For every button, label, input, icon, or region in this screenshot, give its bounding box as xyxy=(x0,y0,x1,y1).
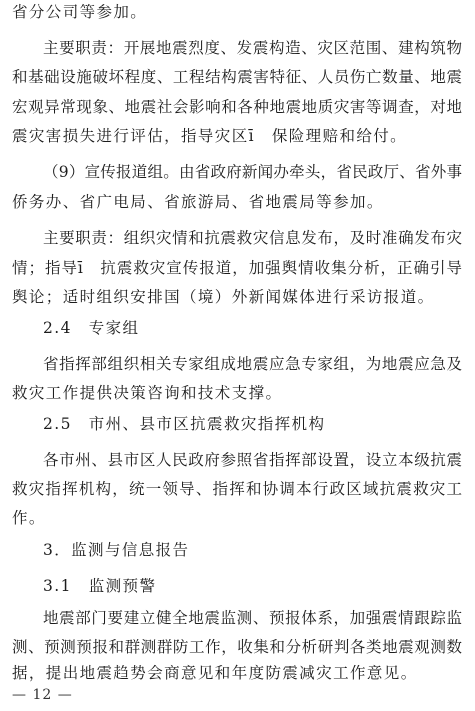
text-line: （9）宣传报道组。由省政府新闻办牵头，省民政厅、省外事 xyxy=(43,163,462,181)
section-heading-3-1: 3.1 监测预警 xyxy=(43,577,157,595)
section-heading-2-5: 2.5 市州、县市区抗震救灾指挥机构 xyxy=(43,415,326,433)
text-line: 据，提出地震趋势会商意见和年度防震减灾工作意见。 xyxy=(12,664,418,682)
section-heading-3: 3．监测与信息报告 xyxy=(43,541,190,559)
text-line: 作。 xyxy=(12,509,46,527)
text-line: 宏观异常现象、地震社会影响和各种地震地质灾害等调查，对地 xyxy=(12,98,462,116)
text-line: 测、预测预报和群测群防工作，收集和分析研判各类地震观测数 xyxy=(12,638,462,656)
text-line: 救灾指挥机构，统一领导、指挥和协调本行政区域抗震救灾工 xyxy=(12,480,462,498)
text-line: 舆论；适时组织安排国（境）外新闻媒体进行采访报道。 xyxy=(12,288,435,306)
text-line: 各市州、县市区人民政府参照省指挥部设置，设立本级抗震 xyxy=(43,451,462,469)
section-heading-2-4: 2.4 专家组 xyxy=(43,319,140,337)
text-line: 省分公司等参加。 xyxy=(12,3,148,21)
text-line: 省指挥部组织相关专家组成地震应急专家组，为地震应急及 xyxy=(43,355,462,373)
text-line: 侨务办、省广电局、省旅游局、省地震局等参加。 xyxy=(12,193,384,211)
text-line: 和基础设施破坏程度、工程结构震害特征、人员伤亡数量、地震 xyxy=(12,68,462,86)
text-line: 救灾工作提供决策咨询和技术支撑。 xyxy=(12,384,283,402)
text-line: 情；指导ī 抗震救灾宣传报道，加强舆情收集分析，正确引导 xyxy=(12,259,462,277)
text-line: 主要职责：组织灾情和抗震救灾信息发布，及时准确发布灾 xyxy=(43,229,462,247)
text-line: 震灾害损失进行评估，指导灾区ī 保险理赔和给付。 xyxy=(12,127,408,145)
text-line: 主要职责：开展地震烈度、发震构造、灾区范围、建构筑物 xyxy=(43,39,462,57)
text-line: 地震部门要建立健全地震监测、预报体系，加强震情跟踪监 xyxy=(43,609,462,627)
page-number: — 12 — xyxy=(12,687,73,703)
